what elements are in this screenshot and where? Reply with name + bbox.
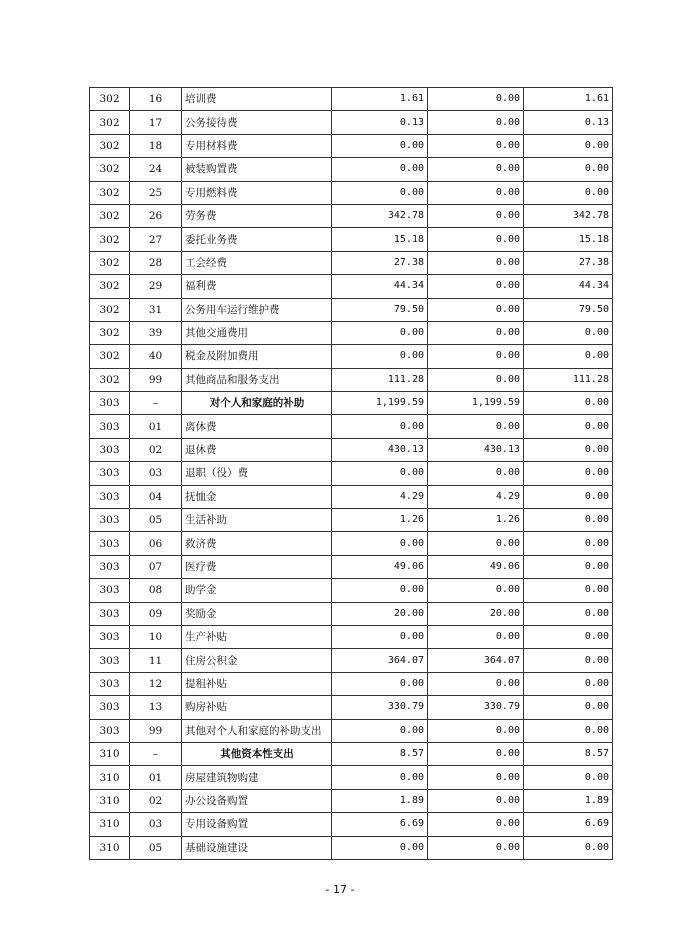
item-code-cell: 02 [130, 789, 182, 812]
public-amount-cell: 0.00 [524, 719, 613, 742]
table-row [90, 532, 613, 555]
item-code-cell: 27 [130, 228, 182, 251]
item-name-cell: 其他资本性支出 [182, 742, 332, 765]
public-amount-cell: 0.00 [524, 696, 613, 719]
total-amount-cell: 0.00 [332, 321, 428, 344]
total-amount-cell: 0.00 [332, 719, 428, 742]
personnel-amount-cell: 0.00 [428, 813, 524, 836]
personnel-amount-cell: 0.00 [428, 719, 524, 742]
public-amount-cell: 0.00 [524, 485, 613, 508]
table-row [90, 813, 613, 836]
personnel-amount-cell: 0.00 [428, 275, 524, 298]
item-name-cell: 工会经费 [182, 251, 332, 274]
item-name-cell: 生活补助 [182, 509, 332, 532]
class-code-cell: 302 [90, 181, 130, 204]
personnel-amount-cell: 0.00 [428, 158, 524, 181]
public-amount-cell: 0.00 [524, 836, 613, 859]
class-code-cell: 310 [90, 742, 130, 765]
public-amount-cell: 15.18 [524, 228, 613, 251]
class-code-cell: 310 [90, 766, 130, 789]
public-amount-cell: 44.34 [524, 275, 613, 298]
item-code-cell: 16 [130, 88, 182, 111]
item-name-cell: 退休费 [182, 438, 332, 461]
item-name-cell: 专用材料费 [182, 134, 332, 157]
class-code-cell: 303 [90, 672, 130, 695]
public-amount-cell: 0.00 [524, 555, 613, 578]
table-row [90, 649, 613, 672]
personnel-amount-cell: 430.13 [428, 438, 524, 461]
total-amount-cell: 6.69 [332, 813, 428, 836]
item-code-cell: 99 [130, 719, 182, 742]
total-amount-cell: 20.00 [332, 602, 428, 625]
item-name-cell: 医疗费 [182, 555, 332, 578]
class-code-cell: 302 [90, 111, 130, 134]
public-amount-cell: 1.61 [524, 88, 613, 111]
total-amount-cell: 364.07 [332, 649, 428, 672]
table-row [90, 602, 613, 625]
item-code-cell: 12 [130, 672, 182, 695]
total-amount-cell: 0.00 [332, 672, 428, 695]
class-code-cell: 303 [90, 485, 130, 508]
total-amount-cell: 111.28 [332, 368, 428, 391]
table-row [90, 345, 613, 368]
item-code-cell: 24 [130, 158, 182, 181]
public-amount-cell: 0.00 [524, 415, 613, 438]
total-amount-cell: 27.38 [332, 251, 428, 274]
item-code-cell: 31 [130, 298, 182, 321]
class-code-cell: 302 [90, 228, 130, 251]
public-amount-cell: 0.00 [524, 392, 613, 415]
table-row [90, 158, 613, 181]
item-name-cell: 助学金 [182, 579, 332, 602]
total-amount-cell: 15.18 [332, 228, 428, 251]
class-code-cell: 303 [90, 462, 130, 485]
item-code-cell: 09 [130, 602, 182, 625]
total-amount-cell: 0.00 [332, 766, 428, 789]
personnel-amount-cell: 0.00 [428, 368, 524, 391]
class-code-cell: 302 [90, 345, 130, 368]
total-amount-cell: 0.00 [332, 415, 428, 438]
item-name-cell: 公务用车运行维护费 [182, 298, 332, 321]
item-name-cell: 奖励金 [182, 602, 332, 625]
total-amount-cell: 79.50 [332, 298, 428, 321]
item-name-cell: 被装购置费 [182, 158, 332, 181]
total-amount-cell: 44.34 [332, 275, 428, 298]
item-code-cell: 13 [130, 696, 182, 719]
personnel-amount-cell: 0.00 [428, 345, 524, 368]
item-code-cell: 25 [130, 181, 182, 204]
total-amount-cell: 342.78 [332, 204, 428, 227]
item-name-cell: 退职（役）费 [182, 462, 332, 485]
public-amount-cell: 0.00 [524, 532, 613, 555]
table-row [90, 251, 613, 274]
table-body [90, 88, 613, 860]
class-code-cell: 310 [90, 789, 130, 812]
table-row [90, 579, 613, 602]
item-code-cell: 01 [130, 415, 182, 438]
table-row [90, 625, 613, 648]
item-code-cell: 03 [130, 813, 182, 836]
class-code-cell: 303 [90, 579, 130, 602]
personnel-amount-cell: 0.00 [428, 111, 524, 134]
table-row [90, 555, 613, 578]
public-amount-cell: 111.28 [524, 368, 613, 391]
personnel-amount-cell: 20.00 [428, 602, 524, 625]
public-amount-cell: 0.00 [524, 509, 613, 532]
total-amount-cell: 1,199.59 [332, 392, 428, 415]
public-amount-cell: 342.78 [524, 204, 613, 227]
table-row [90, 696, 613, 719]
item-name-cell: 其他对个人和家庭的补助支出 [182, 719, 332, 742]
item-name-cell: 福利费 [182, 275, 332, 298]
table-row [90, 415, 613, 438]
total-amount-cell: 0.00 [332, 345, 428, 368]
personnel-amount-cell: 0.00 [428, 251, 524, 274]
total-amount-cell: 0.00 [332, 836, 428, 859]
class-code-cell: 303 [90, 649, 130, 672]
class-code-cell: 303 [90, 392, 130, 415]
item-code-cell: 28 [130, 251, 182, 274]
total-amount-cell: 1.89 [332, 789, 428, 812]
class-code-cell: 303 [90, 509, 130, 532]
item-code-cell: 06 [130, 532, 182, 555]
item-code-cell: 07 [130, 555, 182, 578]
table-row [90, 509, 613, 532]
item-name-cell: 培训费 [182, 88, 332, 111]
table-row [90, 462, 613, 485]
item-code-cell: 05 [130, 836, 182, 859]
item-name-cell: 生产补贴 [182, 625, 332, 648]
item-name-cell: 购房补贴 [182, 696, 332, 719]
table-row [90, 181, 613, 204]
total-amount-cell: 0.00 [332, 462, 428, 485]
total-amount-cell: 0.00 [332, 532, 428, 555]
class-code-cell: 302 [90, 158, 130, 181]
item-code-cell: 01 [130, 766, 182, 789]
expenditure-table [89, 87, 613, 860]
public-amount-cell: 0.00 [524, 181, 613, 204]
total-amount-cell: 8.57 [332, 742, 428, 765]
public-amount-cell: 0.00 [524, 345, 613, 368]
total-amount-cell: 330.79 [332, 696, 428, 719]
class-code-cell: 303 [90, 719, 130, 742]
item-name-cell: 税金及附加费用 [182, 345, 332, 368]
item-code-cell: 40 [130, 345, 182, 368]
personnel-amount-cell: 0.00 [428, 462, 524, 485]
item-name-cell: 专用设备购置 [182, 813, 332, 836]
class-code-cell: 303 [90, 602, 130, 625]
table-row [90, 485, 613, 508]
personnel-amount-cell: 0.00 [428, 134, 524, 157]
item-code-cell: 04 [130, 485, 182, 508]
public-amount-cell: 0.00 [524, 158, 613, 181]
item-code-cell: – [130, 742, 182, 765]
total-amount-cell: 0.00 [332, 134, 428, 157]
table-row [90, 836, 613, 859]
class-code-cell: 303 [90, 532, 130, 555]
item-code-cell: 18 [130, 134, 182, 157]
personnel-amount-cell: 4.29 [428, 485, 524, 508]
public-amount-cell: 0.00 [524, 672, 613, 695]
class-code-cell: 303 [90, 438, 130, 461]
table-row [90, 88, 613, 111]
table-row [90, 111, 613, 134]
personnel-amount-cell: 0.00 [428, 415, 524, 438]
personnel-amount-cell: 0.00 [428, 672, 524, 695]
class-code-cell: 302 [90, 275, 130, 298]
table-row [90, 204, 613, 227]
total-amount-cell: 430.13 [332, 438, 428, 461]
table-row [90, 766, 613, 789]
public-amount-cell: 0.13 [524, 111, 613, 134]
table-row [90, 321, 613, 344]
item-name-cell: 基础设施建设 [182, 836, 332, 859]
item-name-cell: 委托业务费 [182, 228, 332, 251]
personnel-amount-cell: 0.00 [428, 742, 524, 765]
total-amount-cell: 1.26 [332, 509, 428, 532]
item-name-cell: 其他商品和服务支出 [182, 368, 332, 391]
public-amount-cell: 8.57 [524, 742, 613, 765]
personnel-amount-cell: 0.00 [428, 789, 524, 812]
item-code-cell: 03 [130, 462, 182, 485]
item-name-cell: 公务接待费 [182, 111, 332, 134]
public-amount-cell: 0.00 [524, 134, 613, 157]
total-amount-cell: 1.61 [332, 88, 428, 111]
personnel-amount-cell: 0.00 [428, 532, 524, 555]
total-amount-cell: 0.00 [332, 181, 428, 204]
personnel-amount-cell: 0.00 [428, 321, 524, 344]
category-row [90, 742, 613, 765]
total-amount-cell: 0.00 [332, 579, 428, 602]
public-amount-cell: 0.00 [524, 602, 613, 625]
public-amount-cell: 0.00 [524, 462, 613, 485]
item-code-cell: 99 [130, 368, 182, 391]
personnel-amount-cell: 0.00 [428, 836, 524, 859]
item-code-cell: 08 [130, 579, 182, 602]
table-row [90, 438, 613, 461]
class-code-cell: 302 [90, 298, 130, 321]
item-name-cell: 离休费 [182, 415, 332, 438]
item-name-cell: 其他交通费用 [182, 321, 332, 344]
personnel-amount-cell: 364.07 [428, 649, 524, 672]
item-code-cell: 05 [130, 509, 182, 532]
item-name-cell: 办公设备购置 [182, 789, 332, 812]
item-code-cell: 26 [130, 204, 182, 227]
table-row [90, 368, 613, 391]
item-code-cell: 29 [130, 275, 182, 298]
class-code-cell: 310 [90, 836, 130, 859]
table-row [90, 228, 613, 251]
class-code-cell: 302 [90, 204, 130, 227]
item-code-cell: 39 [130, 321, 182, 344]
public-amount-cell: 0.00 [524, 649, 613, 672]
table-row [90, 719, 613, 742]
item-name-cell: 救济费 [182, 532, 332, 555]
class-code-cell: 303 [90, 696, 130, 719]
item-code-cell: 17 [130, 111, 182, 134]
personnel-amount-cell: 0.00 [428, 298, 524, 321]
item-name-cell: 提租补贴 [182, 672, 332, 695]
item-name-cell: 劳务费 [182, 204, 332, 227]
public-amount-cell: 1.89 [524, 789, 613, 812]
class-code-cell: 302 [90, 321, 130, 344]
public-amount-cell: 27.38 [524, 251, 613, 274]
personnel-amount-cell: 1.26 [428, 509, 524, 532]
public-amount-cell: 0.00 [524, 766, 613, 789]
personnel-amount-cell: 0.00 [428, 228, 524, 251]
item-name-cell: 专用燃料费 [182, 181, 332, 204]
item-name-cell: 住房公积金 [182, 649, 332, 672]
table-row [90, 298, 613, 321]
item-name-cell: 对个人和家庭的补助 [182, 392, 332, 415]
class-code-cell: 303 [90, 555, 130, 578]
item-name-cell: 房屋建筑物购建 [182, 766, 332, 789]
class-code-cell: 303 [90, 625, 130, 648]
public-amount-cell: 0.00 [524, 438, 613, 461]
class-code-cell: 302 [90, 88, 130, 111]
public-amount-cell: 0.00 [524, 579, 613, 602]
personnel-amount-cell: 0.00 [428, 766, 524, 789]
total-amount-cell: 4.29 [332, 485, 428, 508]
item-code-cell: – [130, 392, 182, 415]
page-number: - 17 - [325, 883, 355, 896]
personnel-amount-cell: 330.79 [428, 696, 524, 719]
total-amount-cell: 0.00 [332, 625, 428, 648]
public-amount-cell: 79.50 [524, 298, 613, 321]
total-amount-cell: 49.06 [332, 555, 428, 578]
personnel-amount-cell: 0.00 [428, 625, 524, 648]
class-code-cell: 302 [90, 134, 130, 157]
personnel-amount-cell: 0.00 [428, 88, 524, 111]
item-name-cell: 抚恤金 [182, 485, 332, 508]
item-code-cell: 02 [130, 438, 182, 461]
item-code-cell: 10 [130, 625, 182, 648]
personnel-amount-cell: 0.00 [428, 579, 524, 602]
personnel-amount-cell: 0.00 [428, 181, 524, 204]
item-code-cell: 11 [130, 649, 182, 672]
table-row [90, 275, 613, 298]
class-code-cell: 302 [90, 251, 130, 274]
table-row [90, 134, 613, 157]
personnel-amount-cell: 49.06 [428, 555, 524, 578]
class-code-cell: 303 [90, 415, 130, 438]
class-code-cell: 310 [90, 813, 130, 836]
personnel-amount-cell: 0.00 [428, 204, 524, 227]
category-row [90, 392, 613, 415]
table-row [90, 789, 613, 812]
table-row [90, 672, 613, 695]
public-amount-cell: 6.69 [524, 813, 613, 836]
total-amount-cell: 0.00 [332, 158, 428, 181]
public-amount-cell: 0.00 [524, 625, 613, 648]
personnel-amount-cell: 1,199.59 [428, 392, 524, 415]
public-amount-cell: 0.00 [524, 321, 613, 344]
class-code-cell: 302 [90, 368, 130, 391]
total-amount-cell: 0.13 [332, 111, 428, 134]
